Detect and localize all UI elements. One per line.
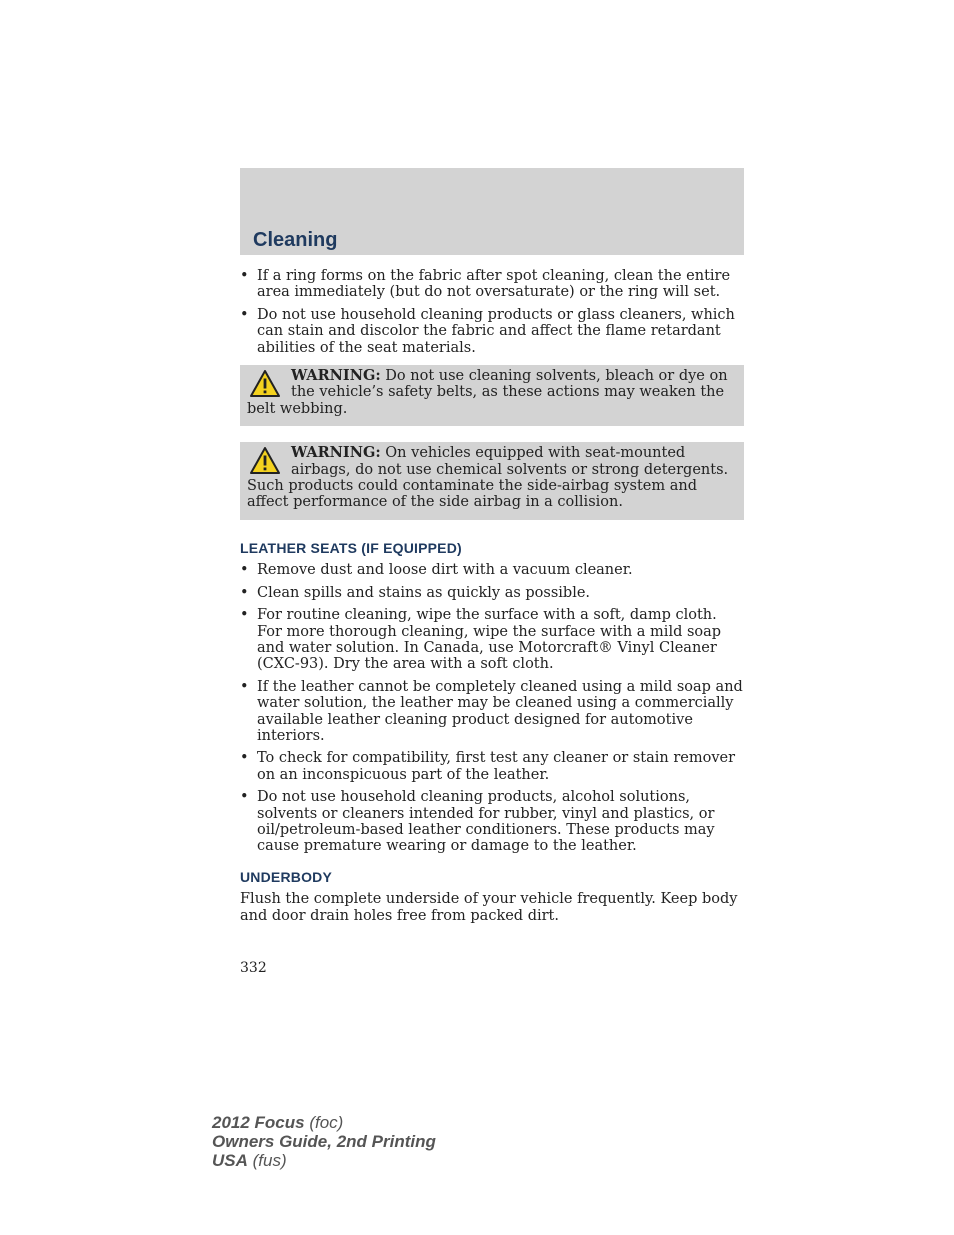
list-item: • Remove dust and loose dirt with a vacuum cleaner. bbox=[240, 562, 744, 578]
section-title: Cleaning bbox=[253, 229, 338, 251]
underbody-text: Flush the complete underside of your vehicle frequently. Keep body and door drain holes free from packed dirt. bbox=[240, 891, 738, 924]
warning-triangle-icon bbox=[249, 369, 281, 399]
warning-triangle-icon bbox=[249, 446, 281, 476]
footer-line-guide bbox=[212, 1132, 436, 1151]
footer-model: 2012 Focus bbox=[212, 1113, 305, 1132]
list-item: • For routine cleaning, wipe the surface with a soft, damp cloth. For more thorough cleaning, wipe the surface with a mild soap and water solution. In Canada, use Motorcraft® Vinyl Cleaner (CXC-93). Dry the area with a soft cloth. bbox=[240, 607, 744, 673]
leather-seats-heading: LEATHER SEATS (IF EQUIPPED) bbox=[240, 539, 462, 556]
list-item: • If a ring forms on the fabric after spot cleaning, clean the entire area immediately (but do not oversaturate) or the ring will set. bbox=[240, 268, 744, 301]
list-item: • If the leather cannot be completely cleaned using a mild soap and water solution, the leather may be cleaned using a commercially available leather cleaning product designed for automotive interiors. bbox=[240, 679, 744, 745]
footer-model-code: (foc) bbox=[304, 1113, 344, 1132]
warning-box bbox=[240, 365, 744, 426]
warning-label: WARNING: bbox=[291, 367, 381, 385]
footer-region: USA bbox=[212, 1151, 248, 1170]
warning-box bbox=[240, 442, 744, 520]
warning-label: WARNING: bbox=[291, 444, 381, 462]
footer-line-model bbox=[212, 1113, 436, 1132]
leather-bullet-list bbox=[240, 562, 744, 855]
list-item: • Do not use household cleaning products or glass cleaners, which can stain and discolor the fabric and affect the flame retardant abilities of the seat materials. bbox=[240, 307, 744, 356]
warning-text: Do not use cleaning solvents, bleach or dye on the vehicle’s safety belts, as these actions may weaken the belt webbing. bbox=[247, 368, 728, 417]
footer-line-region bbox=[212, 1151, 436, 1170]
list-item: • Do not use household cleaning products, alcohol solutions, solvents or cleaners intended for rubber, vinyl and plastics, or oil/petroleum-based leather conditioners. These products may cause premature wearing or damage to the leather. bbox=[240, 789, 744, 855]
footer-guide: Owners Guide, 2nd Printing bbox=[212, 1132, 436, 1151]
document-footer bbox=[212, 1113, 436, 1170]
underbody-heading: UNDERBODY bbox=[240, 868, 333, 885]
list-item: • Clean spills and stains as quickly as possible. bbox=[240, 585, 744, 601]
list-item: • To check for compatibility, first test any cleaner or stain remover on an inconspicuous part of the leather. bbox=[240, 750, 744, 783]
page-content bbox=[240, 268, 744, 924]
intro-bullet-list bbox=[240, 268, 744, 356]
footer-region-code: (fus) bbox=[247, 1151, 287, 1170]
warning-text: On vehicles equipped with seat-mounted airbags, do not use chemical solvents or strong detergents. Such products could contaminate the side-airbag system and affect performance of the side airbag in a collision. bbox=[247, 445, 729, 511]
page-number: 332 bbox=[240, 960, 267, 976]
section-header-band bbox=[240, 168, 744, 255]
